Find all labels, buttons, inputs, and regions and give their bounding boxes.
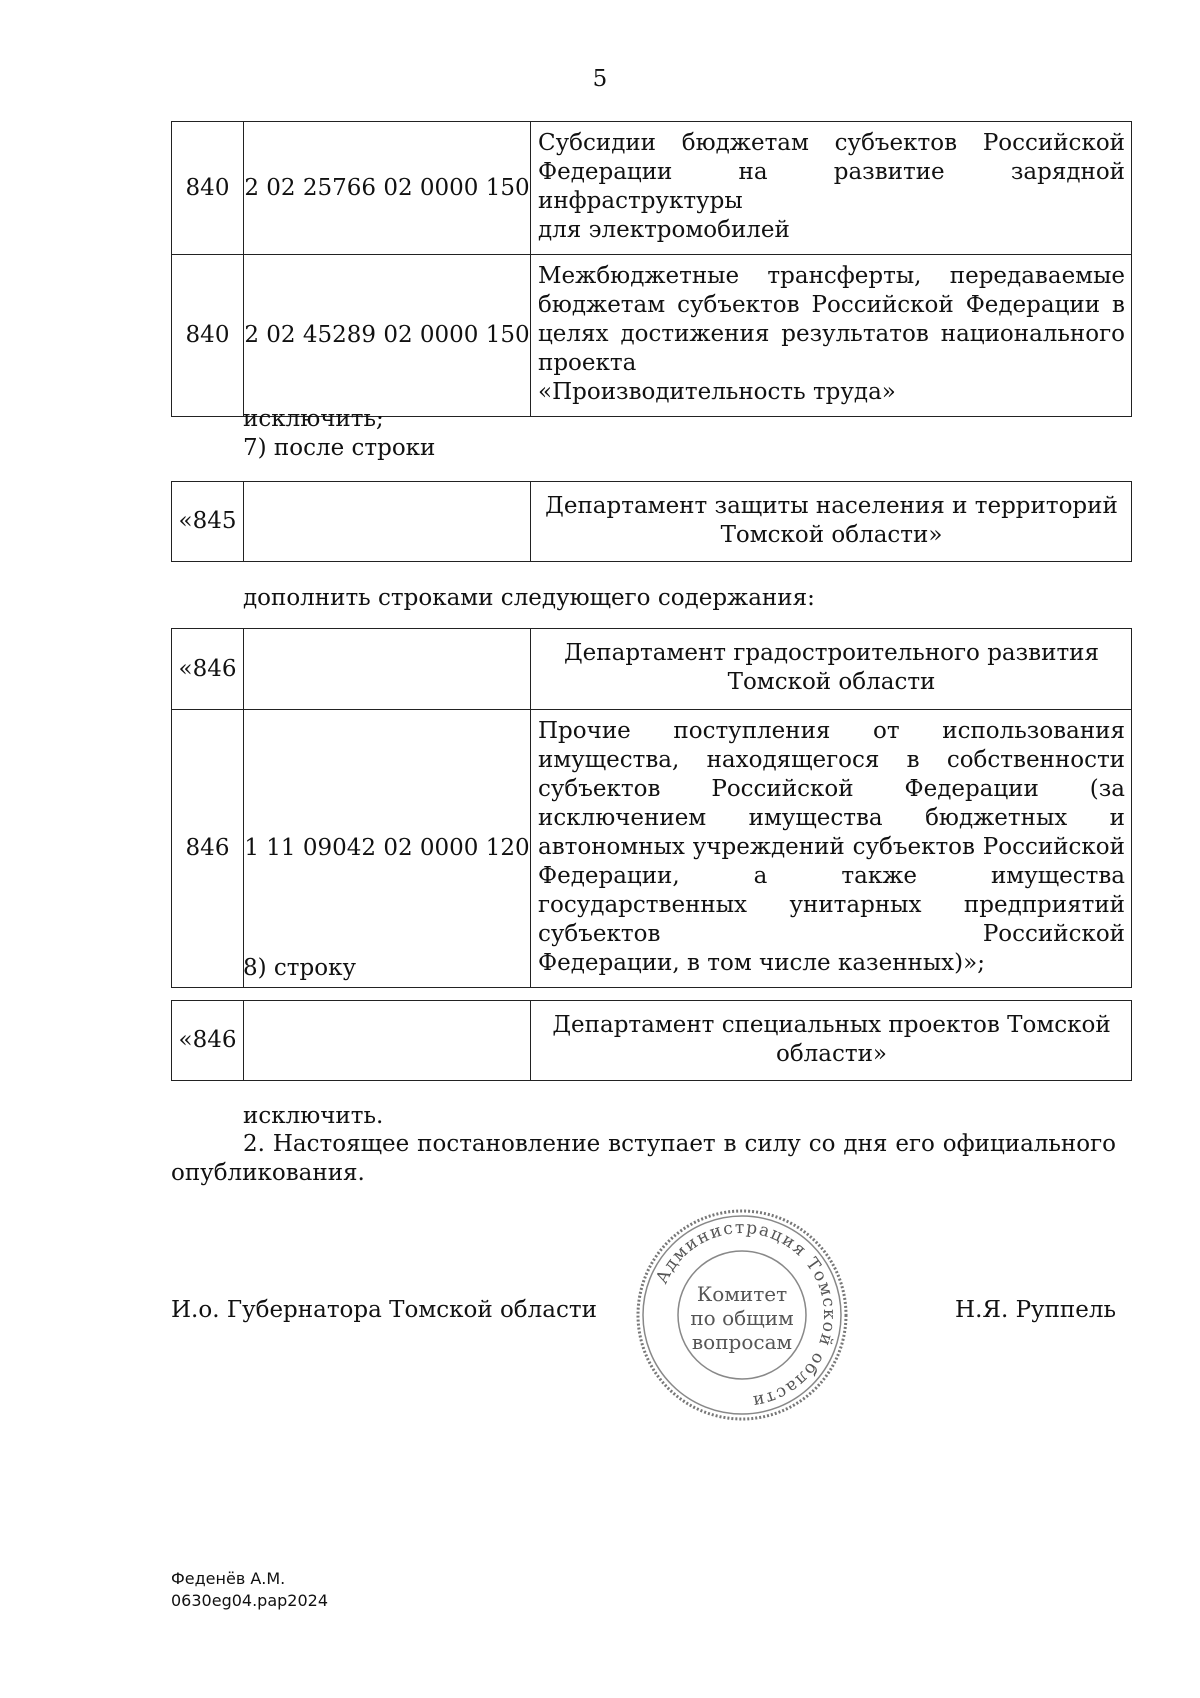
description-cell	[531, 710, 1132, 988]
desc-line: Федерации на развитие зарядной инфраструктуры	[538, 159, 1125, 214]
footer-author: Феденёв А.М.	[171, 1569, 286, 1588]
kbk-code-cell	[244, 482, 531, 562]
desc-line: бюджетам субъектов Российской Федерации в целях	[538, 292, 1125, 347]
table-row	[172, 710, 1132, 988]
official-seal	[632, 1205, 852, 1425]
text-item-7: 7) после строки	[243, 435, 436, 461]
seal-center-line: по общим	[690, 1306, 794, 1330]
text-exclude: исключить;	[243, 406, 384, 432]
kbk-code-cell: 2 02 45289 02 0000 150	[244, 255, 531, 417]
table-after-row	[171, 481, 1132, 562]
desc-line: Федерации, а также имущества государственных	[538, 863, 1125, 918]
text-item-8: 8) строку	[243, 955, 357, 981]
paragraph-line: 2. Настоящее постановление вступает в силу со дня его официального	[243, 1131, 1116, 1157]
footer-file: 0630eg04.pap2024	[171, 1591, 328, 1610]
seal-ring-text: Администрация Томской области	[652, 1217, 840, 1412]
signatory-position: И.о. Губернатора Томской области	[171, 1297, 597, 1323]
desc-line: достижения результатов национального проекта	[538, 321, 1125, 376]
kbk-code-cell: 1 11 09042 02 0000 120	[244, 710, 531, 988]
kbk-code-cell	[244, 629, 531, 710]
table-row	[172, 482, 1132, 562]
table-row	[172, 122, 1132, 255]
text-add-rows: дополнить строками следующего содержания:	[243, 585, 815, 611]
seal-center-line: Комитет	[696, 1282, 788, 1306]
admin-code-cell: «845	[172, 482, 244, 562]
desc-line: Федерации (за исключением имущества бюджетных	[538, 776, 1126, 831]
table-removed-row	[171, 1000, 1132, 1081]
description-cell	[531, 255, 1132, 417]
desc-line: и автономных учреждений субъектов Российской	[538, 805, 1125, 860]
admin-code-cell: 840	[172, 255, 244, 417]
admin-code-cell: «846	[172, 1001, 244, 1081]
signatory-name: Н.Я. Руппель	[955, 1297, 1116, 1323]
table-excluded-rows	[171, 121, 1132, 417]
desc-line: унитарных предприятий субъектов Российской	[538, 892, 1126, 947]
description-cell: Департамент защиты населения и территорий Томской области»	[531, 482, 1132, 562]
table-added-rows	[171, 628, 1132, 988]
page-number: 5	[592, 66, 608, 92]
desc-line: Субсидии бюджетам субъектов Российской	[538, 130, 1125, 156]
table-row	[172, 629, 1132, 710]
text-exclude: исключить.	[243, 1103, 384, 1129]
seal-center-line: вопросам	[691, 1330, 793, 1354]
admin-code-cell: 840	[172, 122, 244, 255]
paragraph-2	[171, 1130, 1116, 1188]
kbk-code-cell: 2 02 25766 02 0000 150	[244, 122, 531, 255]
admin-code-cell: 846	[172, 710, 244, 988]
desc-line: Федерации, в том числе казенных)»;	[538, 950, 985, 976]
admin-code-cell: «846	[172, 629, 244, 710]
desc-line: Прочие поступления от использования имущества,	[538, 718, 1125, 773]
description-cell: Департамент градостроительного развития Томской области	[531, 629, 1132, 710]
desc-line: «Производительность труда»	[538, 379, 896, 405]
description-cell	[531, 122, 1132, 255]
desc-line: находящегося в собственности субъектов Российской	[538, 747, 1126, 802]
description-cell: Департамент специальных проектов Томской области»	[531, 1001, 1132, 1081]
desc-line: Межбюджетные трансферты, передаваемые	[538, 263, 1125, 289]
desc-line: для электромобилей	[538, 217, 790, 243]
table-row	[172, 255, 1132, 417]
table-row	[172, 1001, 1132, 1081]
kbk-code-cell	[244, 1001, 531, 1081]
paragraph-line: опубликования.	[171, 1160, 365, 1186]
